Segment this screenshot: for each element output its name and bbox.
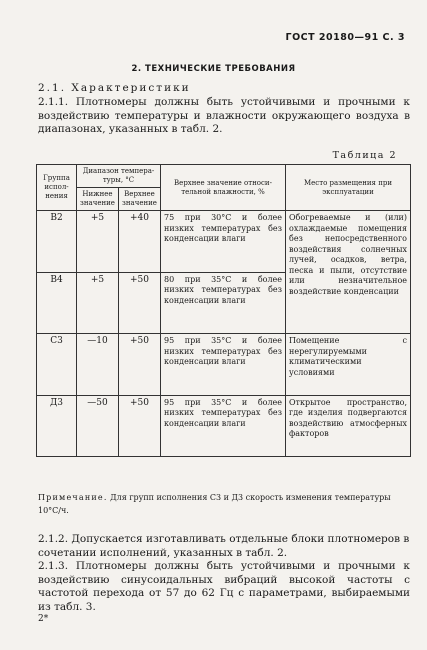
table-2 xyxy=(36,164,410,457)
cell-temp-high: +50 xyxy=(119,395,161,457)
table-caption: Таблица 2 xyxy=(332,150,397,161)
paragraph-2-1-1: 2.1.1. Плотномеры должны быть устойчивыми и прочными к воздействию температуры и влажности окружающего воздуха в диапазонах, указанных в табл. 2. xyxy=(38,96,410,135)
table-note xyxy=(38,491,410,517)
header-temp-high: Верхнее значение xyxy=(119,188,161,211)
document-reference: ГОСТ 20180—91 С. 3 xyxy=(285,32,405,43)
cell-temp-high: +40 xyxy=(119,211,161,273)
cell-humidity: 95 при 35°С и более низких температурах без конденсации влаги xyxy=(161,395,286,457)
cell-location: Открытое пространство, где изделия подвергаются воздействию атмосферных факторов xyxy=(286,395,411,457)
subsection-heading: 2.1. Характеристики xyxy=(38,82,191,94)
cell-group: С3 xyxy=(37,334,77,396)
cell-group: В2 xyxy=(37,211,77,273)
table-row xyxy=(37,395,411,457)
note-label: Примечание. xyxy=(38,493,108,502)
header-temp-range: Диапазон темпера-туры, °С xyxy=(77,165,161,188)
cell-humidity: 75 при 30°С и более низких температурах без конденсации влаги xyxy=(161,211,286,273)
cell-temp-low: —50 xyxy=(77,395,119,457)
paragraph-2-1-3: 2.1.3. Плотномеры должны быть устойчивыми и прочными к воздействию синусоидальных вибраций высокой частоты с частотой перехода от 57 до 62 Гц с параметрами, выбираемыми из табл. 3. xyxy=(38,560,410,613)
cell-location: Обогреваемые и (или) охлаждаемые помещения без непосредственного воздействия солнечных лучей, осадков, ветра, песка и пыли, отсутствие или незначительное воздействие конденсации xyxy=(286,211,411,334)
cell-temp-low: —10 xyxy=(77,334,119,396)
header-humidity: Верхнее значение относи-тельной влажности, % xyxy=(161,165,286,211)
cell-humidity: 95 при 35°С и более низких температурах без конденсации влаги xyxy=(161,334,286,396)
header-location: Место размещения при эксплуатации xyxy=(286,165,411,211)
cell-temp-high: +50 xyxy=(119,272,161,334)
header-temp-low: Нижнее значение xyxy=(77,188,119,211)
section-title: 2. ТЕХНИЧЕСКИЕ ТРЕБОВАНИЯ xyxy=(131,64,296,74)
cell-group: Д3 xyxy=(37,395,77,457)
cell-location: Помещение с нерегулируемыми климатическими условиями xyxy=(286,334,411,396)
cell-temp-low: +5 xyxy=(77,272,119,334)
cell-humidity: 80 при 35°С и более низких температурах без конденсации влаги xyxy=(161,272,286,334)
note-text: Для групп исполнения С3 и Д3 скорость изменения температуры 10°С/ч. xyxy=(38,493,391,515)
paragraph-2-1-2: 2.1.2. Допускается изготавливать отдельные блоки плотномеров в сочетании исполнений, указанных в табл. 2. xyxy=(38,533,410,559)
cell-group: В4 xyxy=(37,272,77,334)
header-group: Группа испол-нения xyxy=(37,165,77,211)
cell-temp-low: +5 xyxy=(77,211,119,273)
table-row xyxy=(37,211,411,273)
table-row xyxy=(37,334,411,396)
cell-temp-high: +50 xyxy=(119,334,161,396)
page-number: 2* xyxy=(38,614,49,624)
